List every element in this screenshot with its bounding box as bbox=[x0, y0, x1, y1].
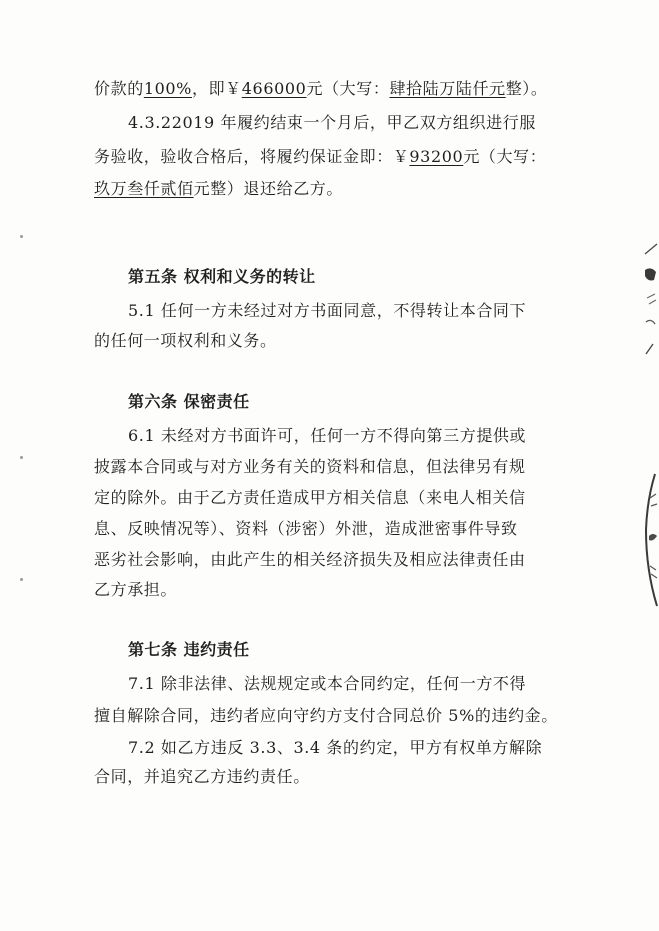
section-6-line-5: 恶劣社会影响，由此产生的相关经济损失及相应法律责任由 bbox=[94, 550, 526, 569]
clause-4-3-line-1: 4.3.22019 年履约结束一个月后，甲乙双方组织进行服 bbox=[128, 113, 536, 132]
section-7-heading: 第七条 违约责任 bbox=[128, 640, 250, 659]
payment-amount-capital: 肆拾陆万陆仟元 bbox=[389, 79, 506, 98]
payment-text-c: 元（大写： bbox=[306, 79, 390, 98]
section-6-line-3: 定的除外。由于乙方责任造成甲方相关信息（来电人相关信 bbox=[94, 488, 526, 507]
section-7-line-2: 擅自解除合同，违约者应向守约方支付合同总价 5%的违约金。 bbox=[94, 706, 558, 725]
seal-fragment-icon bbox=[637, 470, 659, 610]
clause-4-3-text-c: 元整）退还给乙方。 bbox=[193, 179, 344, 198]
section-5-line-2: 的任何一项权利和义务。 bbox=[94, 331, 277, 350]
section-7-line-3: 7.2 如乙方违反 3.3、3.4 条的约定，甲方有权单方解除 bbox=[128, 738, 543, 757]
clause-4-3-line-3 bbox=[94, 178, 343, 200]
section-6-line-1: 6.1 未经对方书面许可，任何一方不得向第三方提供或 bbox=[128, 426, 527, 445]
payment-percent: 100% bbox=[143, 79, 192, 98]
binding-dot bbox=[20, 235, 23, 238]
seal-fragment-icon bbox=[637, 240, 659, 360]
payment-text-b: ，即￥ bbox=[191, 79, 242, 98]
binding-dot bbox=[20, 578, 23, 581]
clause-4-3-line-2 bbox=[94, 146, 546, 168]
payment-line bbox=[94, 78, 548, 100]
payment-text-a: 价款的 bbox=[94, 79, 144, 98]
section-6-line-6: 乙方承担。 bbox=[94, 580, 178, 599]
section-6-line-4: 息、反映情况等）、资料（涉密）外泄，造成泄密事件导致 bbox=[94, 519, 518, 538]
section-5-heading: 第五条 权利和义务的转让 bbox=[128, 267, 316, 286]
section-7-line-1: 7.1 除非法律、法规规定或本合同约定，任何一方不得 bbox=[128, 674, 527, 693]
deposit-amount: 93200 bbox=[409, 147, 464, 166]
payment-text-d: 整）。 bbox=[505, 79, 548, 98]
section-6-line-2: 披露本合同或与对方业务有关的资料和信息，但法律另有规 bbox=[94, 457, 526, 476]
clause-4-3-text: 务验收，验收合格后，将履约保证金即：￥ bbox=[94, 147, 410, 166]
binding-dot bbox=[20, 456, 23, 459]
section-6-heading: 第六条 保密责任 bbox=[128, 392, 250, 411]
section-7-line-4: 合同，并追究乙方违约责任。 bbox=[94, 767, 310, 786]
clause-4-3-text-b: 元（大写： bbox=[463, 147, 547, 166]
section-5-line-1: 5.1 任何一方未经过对方书面同意，不得转让本合同下 bbox=[128, 301, 527, 320]
payment-amount: 466000 bbox=[241, 79, 307, 98]
deposit-amount-capital: 玖万叁仟贰佰 bbox=[94, 179, 194, 198]
